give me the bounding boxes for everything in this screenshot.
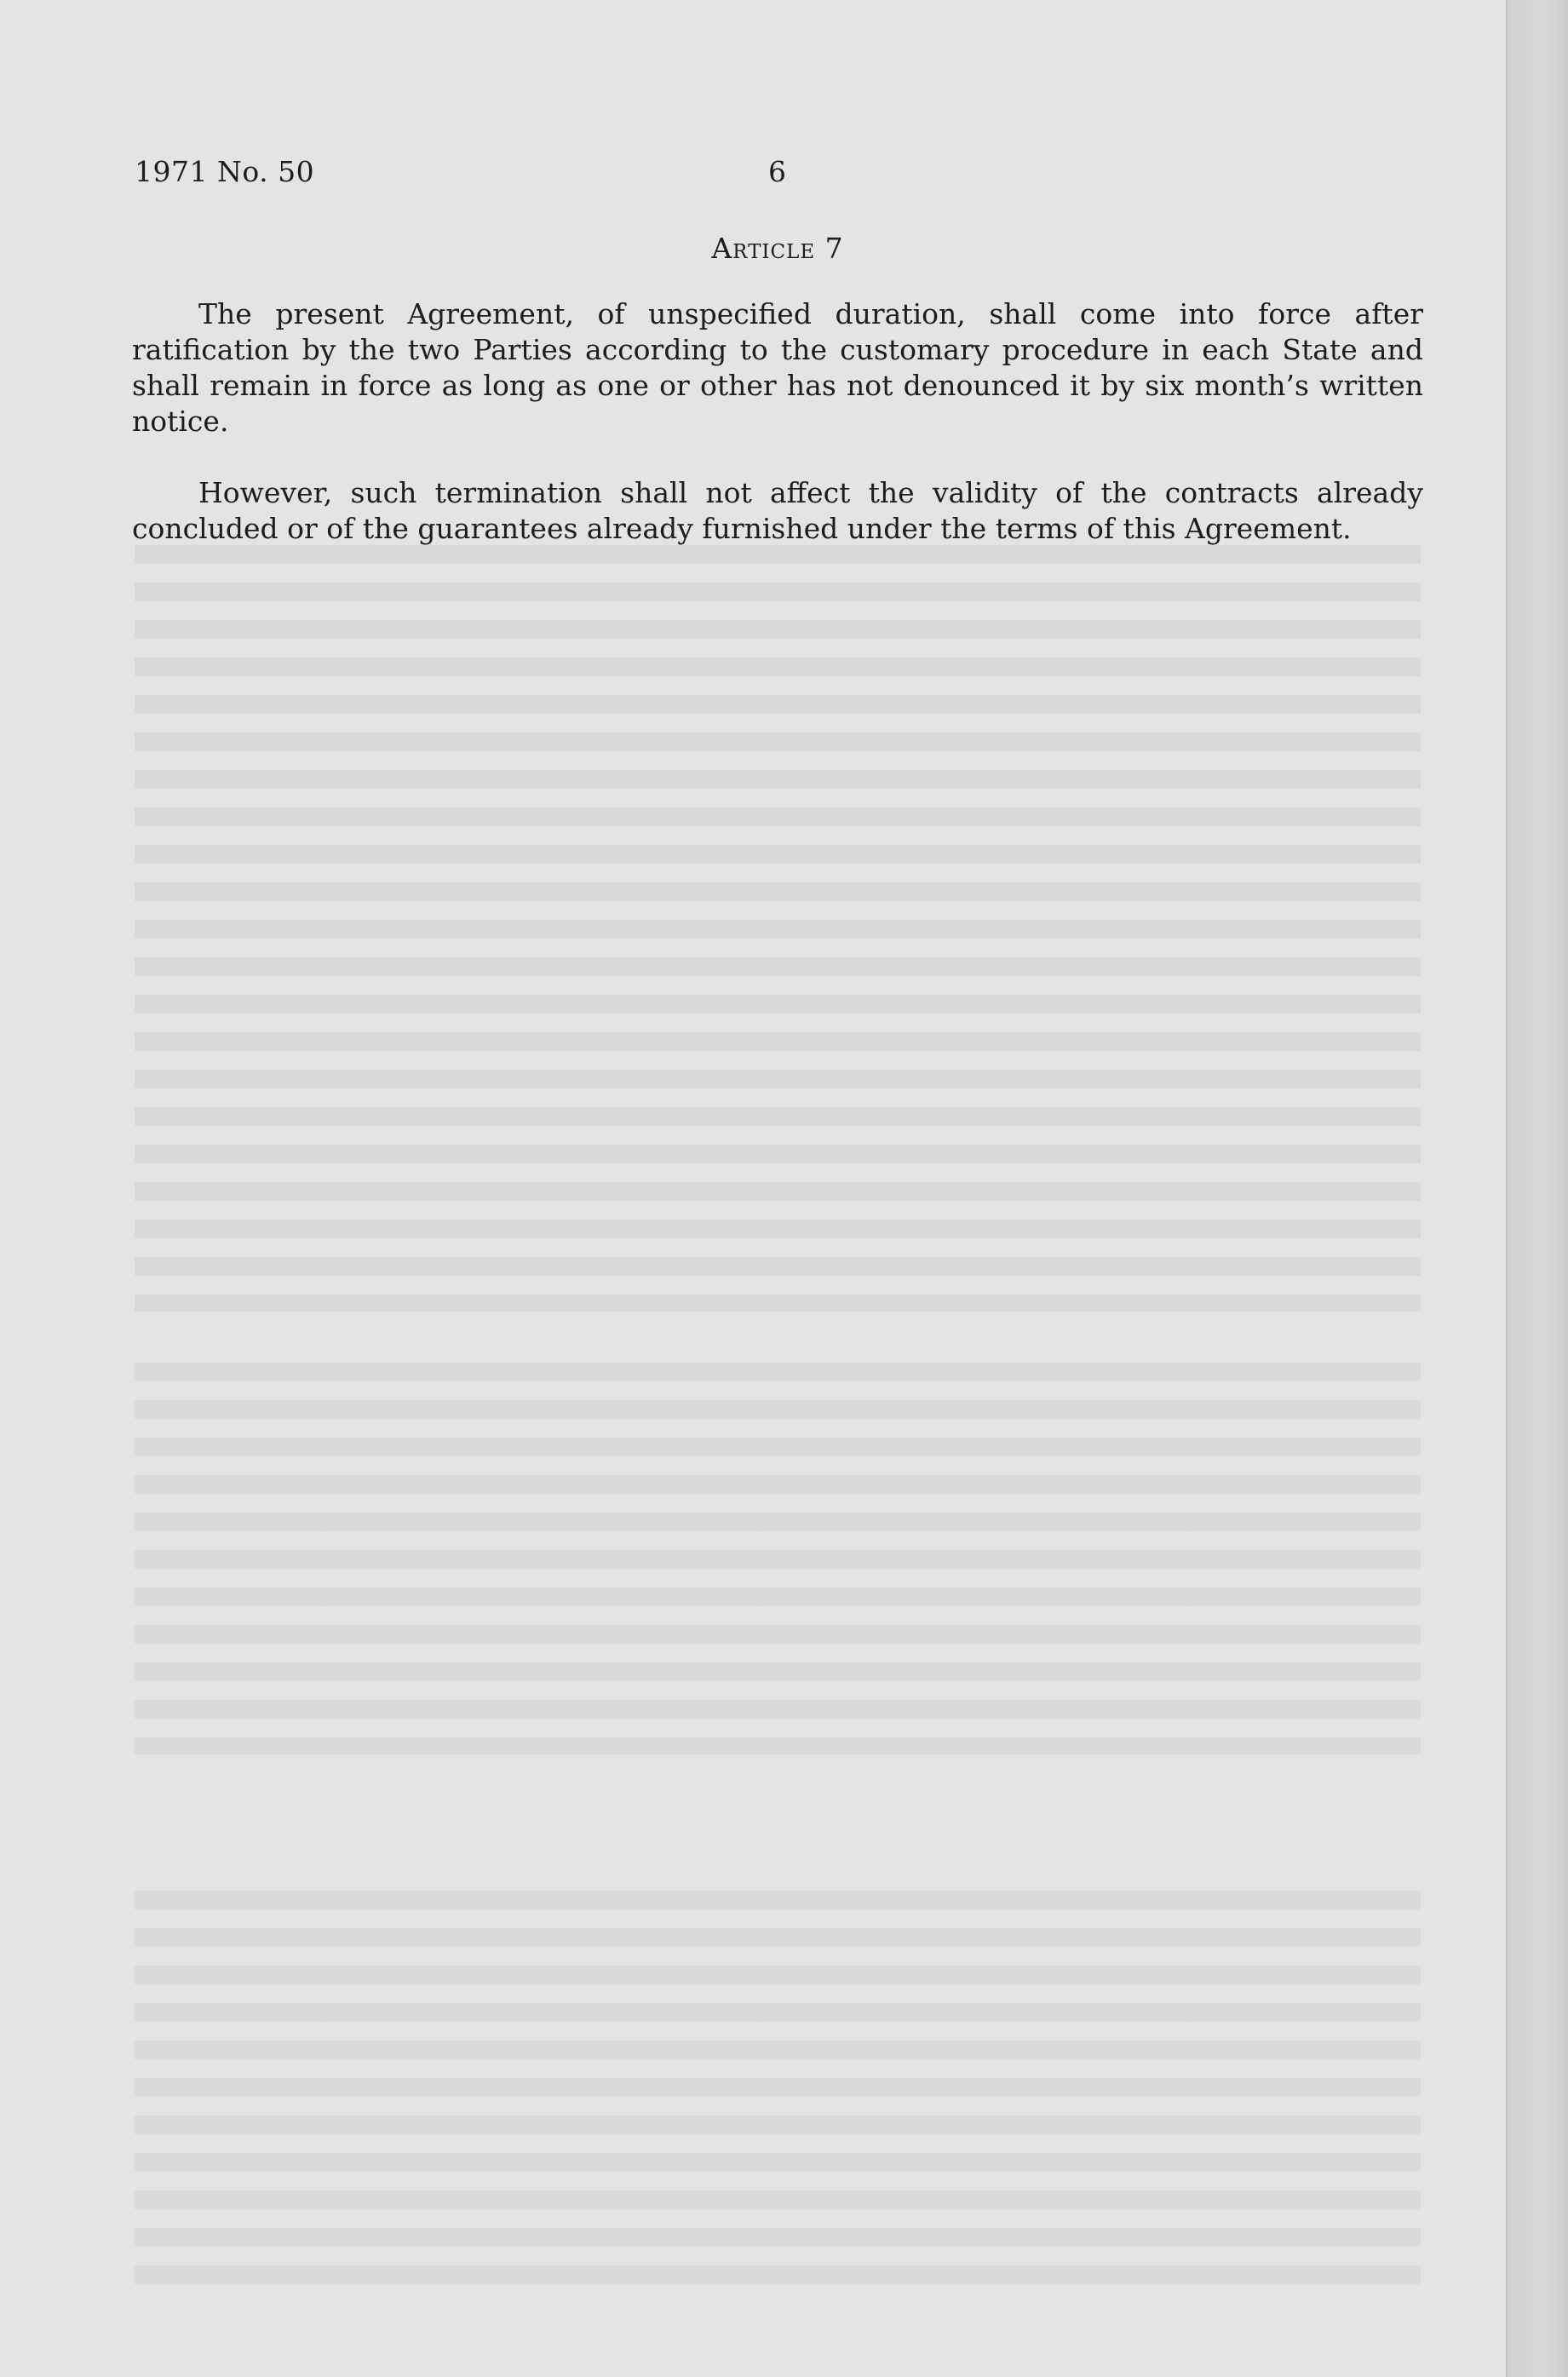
article-paragraph: However, such termination shall not affect the validity of the contracts already concluded or of the guarantees already furnished under the terms of this Agreement. (132, 476, 1423, 545)
show-through-block-1 (135, 545, 1421, 1312)
page-edge (1506, 0, 1568, 2377)
statute-reference: 1971 No. 50 (135, 155, 315, 188)
show-through-block-2 (135, 1363, 1421, 1754)
article-paragraph: The present Agreement, of unspecified duration, shall come into force after ratification by the two Parties according to the customary procedure in each State and shall remain in force as long as one or other has not denounced it by six month’s written notice. (132, 297, 1423, 438)
show-through-block-3 (135, 1891, 1421, 2291)
article-body (132, 296, 1423, 583)
page-header (135, 155, 1421, 194)
article-heading: Article 7 (711, 232, 844, 265)
page-number: 6 (768, 155, 786, 188)
